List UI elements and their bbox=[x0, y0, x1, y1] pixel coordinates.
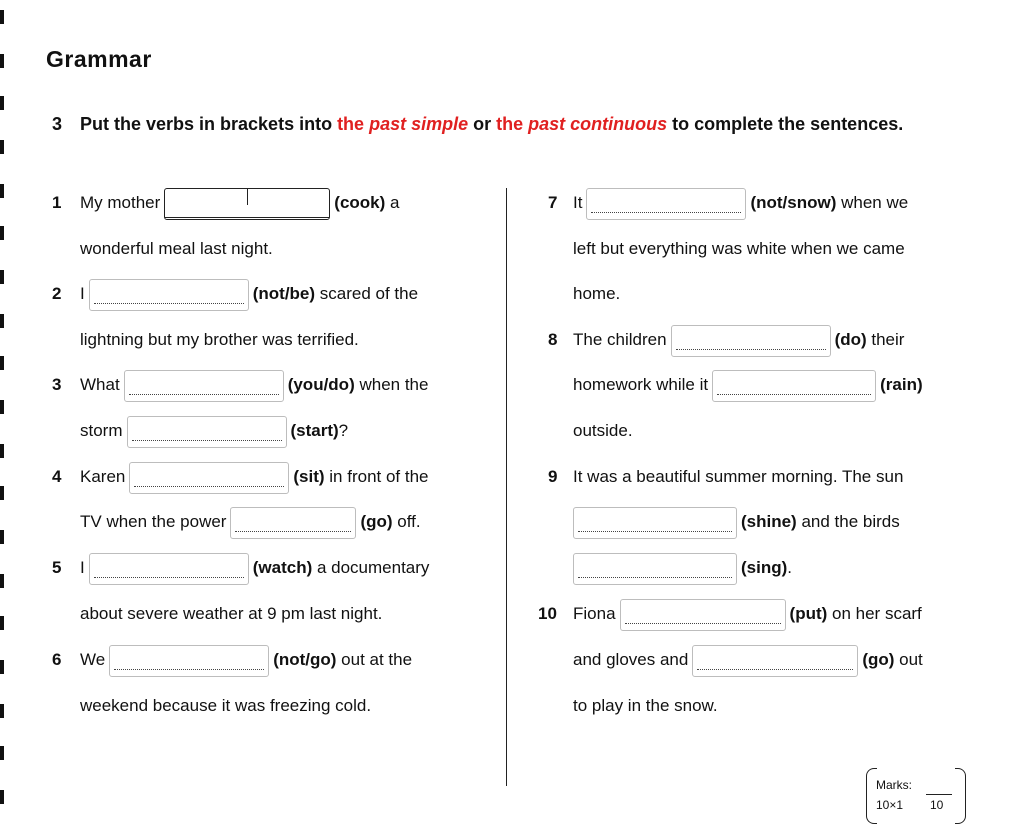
item-8-line-2 bbox=[573, 368, 923, 402]
verb-hint: (not/snow) bbox=[750, 193, 837, 212]
item-5 bbox=[52, 551, 429, 585]
item-text: to play in the snow. bbox=[573, 696, 718, 715]
item-text: when we bbox=[836, 193, 909, 212]
answer-box-3b[interactable] bbox=[127, 416, 287, 448]
item-6-line-2 bbox=[80, 689, 371, 723]
tense-past-continuous: past continuous bbox=[528, 114, 668, 134]
item-text: My mother bbox=[80, 193, 161, 212]
edge-mark bbox=[0, 140, 4, 154]
item-number: 2 bbox=[52, 284, 62, 303]
item-number: 3 bbox=[52, 375, 62, 394]
edge-mark bbox=[0, 96, 4, 110]
answer-box-4a[interactable] bbox=[129, 462, 289, 494]
item-8-line-3 bbox=[573, 414, 633, 448]
item-text: when the bbox=[354, 375, 429, 394]
answer-box-9a[interactable] bbox=[573, 507, 737, 539]
item-text: on her scarf bbox=[827, 604, 922, 623]
item-3 bbox=[52, 368, 428, 402]
item-text: homework while it bbox=[573, 375, 709, 394]
item-number: 8 bbox=[548, 330, 558, 349]
instruction-text: Put the verbs in brackets into bbox=[80, 114, 338, 134]
item-text: out bbox=[894, 650, 923, 669]
exercise-instruction bbox=[52, 110, 982, 138]
item-10-line-2 bbox=[573, 643, 923, 677]
item-text: and the birds bbox=[796, 512, 900, 531]
marks-bracket-right bbox=[955, 768, 966, 824]
item-text: I bbox=[80, 284, 85, 303]
item-1-line-2 bbox=[80, 232, 273, 266]
verb-hint: (sing) bbox=[741, 558, 788, 577]
exercise-number: 3 bbox=[52, 114, 63, 134]
binding-edge bbox=[0, 0, 8, 837]
column-divider bbox=[506, 188, 507, 786]
item-number: 9 bbox=[548, 467, 558, 486]
instruction-text: to complete the sentences. bbox=[667, 114, 904, 134]
item-text: a bbox=[385, 193, 400, 212]
item-5-line-2 bbox=[80, 597, 382, 631]
item-1 bbox=[52, 186, 399, 220]
item-7-line-3 bbox=[573, 277, 620, 311]
item-text: out at the bbox=[336, 650, 413, 669]
edge-mark bbox=[0, 746, 4, 760]
verb-hint: (sit) bbox=[293, 467, 325, 486]
verb-hint: (not/be) bbox=[252, 284, 316, 303]
edge-mark bbox=[0, 356, 4, 370]
edge-mark bbox=[0, 54, 4, 68]
item-text: weekend because it was freezing cold. bbox=[80, 696, 372, 715]
item-10 bbox=[538, 597, 922, 631]
item-text: It bbox=[573, 193, 583, 212]
item-number: 4 bbox=[52, 467, 62, 486]
verb-hint: (go) bbox=[862, 650, 895, 669]
item-6 bbox=[52, 643, 412, 677]
item-text: It was a beautiful summer morning. The sun bbox=[573, 467, 904, 486]
marks-bracket-left bbox=[866, 768, 877, 824]
item-text: a documentary bbox=[312, 558, 430, 577]
marks-denominator: 10×1 bbox=[876, 798, 904, 812]
item-9-line-2 bbox=[569, 505, 900, 539]
edge-mark bbox=[0, 790, 4, 804]
item-number: 1 bbox=[52, 193, 62, 212]
item-4-line-2 bbox=[80, 505, 421, 539]
section-title: Grammar bbox=[46, 46, 152, 72]
verb-hint: (rain) bbox=[880, 375, 923, 394]
item-text: I bbox=[80, 558, 85, 577]
edge-mark bbox=[0, 400, 4, 414]
item-text: We bbox=[80, 650, 106, 669]
edge-mark bbox=[0, 226, 4, 240]
answer-box-2[interactable] bbox=[89, 279, 249, 311]
item-text: off. bbox=[392, 512, 421, 531]
item-text: and gloves and bbox=[573, 650, 689, 669]
item-2-line-2 bbox=[80, 323, 359, 357]
verb-hint: (start) bbox=[290, 421, 339, 440]
verb-hint: (shine) bbox=[741, 512, 797, 531]
verb-hint: (go) bbox=[360, 512, 393, 531]
answer-box-10a[interactable] bbox=[620, 599, 786, 631]
edge-mark bbox=[0, 184, 4, 198]
item-2 bbox=[52, 277, 418, 311]
edge-mark bbox=[0, 574, 4, 588]
answer-box-8a[interactable] bbox=[671, 325, 831, 357]
item-text: in front of the bbox=[324, 467, 429, 486]
verb-hint: (watch) bbox=[252, 558, 313, 577]
answer-box-9b[interactable] bbox=[573, 553, 737, 585]
edge-mark bbox=[0, 530, 4, 544]
item-text: What bbox=[80, 375, 120, 394]
instruction-article: the bbox=[337, 114, 370, 134]
item-text: Karen bbox=[80, 467, 126, 486]
edge-mark bbox=[0, 616, 4, 630]
answer-box-6[interactable] bbox=[109, 645, 269, 677]
verb-hint: (you/do) bbox=[287, 375, 355, 394]
item-text: storm bbox=[80, 421, 123, 440]
item-8 bbox=[548, 323, 904, 357]
verb-hint: (not/go) bbox=[273, 650, 337, 669]
answer-box-4b[interactable] bbox=[230, 507, 356, 539]
item-4 bbox=[52, 460, 429, 494]
instruction-or: or bbox=[468, 114, 497, 134]
item-7-line-2 bbox=[573, 232, 905, 266]
item-text: The children bbox=[573, 330, 667, 349]
verb-hint: (put) bbox=[789, 604, 828, 623]
marks-label: Marks: bbox=[876, 778, 912, 792]
answer-box-5[interactable] bbox=[89, 553, 249, 585]
marks-total: 10 bbox=[930, 798, 944, 812]
verb-hint: (do) bbox=[834, 330, 867, 349]
marks-score-line[interactable] bbox=[926, 794, 952, 795]
item-number: 6 bbox=[52, 650, 62, 669]
item-text: Fiona bbox=[573, 604, 616, 623]
edge-mark bbox=[0, 660, 4, 674]
item-text: lightning but my brother was terrified. bbox=[80, 330, 359, 349]
item-number: 10 bbox=[538, 604, 557, 623]
item-text: about severe weather at 9 pm last night. bbox=[80, 604, 383, 623]
item-3-line-2 bbox=[80, 414, 348, 448]
item-text: . bbox=[787, 558, 793, 577]
item-text: home. bbox=[573, 284, 621, 303]
item-number: 7 bbox=[548, 193, 558, 212]
answer-box-10b[interactable] bbox=[692, 645, 858, 677]
item-text: their bbox=[866, 330, 905, 349]
verb-hint: (cook) bbox=[334, 193, 386, 212]
item-number: 5 bbox=[52, 558, 62, 577]
marks-box bbox=[866, 768, 966, 824]
edge-mark bbox=[0, 10, 4, 24]
item-text: outside. bbox=[573, 421, 633, 440]
answer-box-7[interactable] bbox=[586, 188, 746, 220]
answer-box-1[interactable] bbox=[164, 188, 330, 220]
item-7 bbox=[548, 186, 908, 220]
instruction-article: the bbox=[496, 114, 529, 134]
edge-mark bbox=[0, 486, 4, 500]
item-text: ? bbox=[338, 421, 349, 440]
edge-mark bbox=[0, 444, 4, 458]
item-text: wonderful meal last night. bbox=[80, 239, 273, 258]
item-text: TV when the power bbox=[80, 512, 227, 531]
item-9 bbox=[548, 460, 903, 494]
tense-past-simple: past simple bbox=[369, 114, 469, 134]
item-10-line-3 bbox=[573, 689, 718, 723]
answer-box-3a[interactable] bbox=[124, 370, 284, 402]
item-text: scared of the bbox=[315, 284, 419, 303]
edge-mark bbox=[0, 314, 4, 328]
item-text: left but everything was white when we came bbox=[573, 239, 905, 258]
edge-mark bbox=[0, 704, 4, 718]
edge-mark bbox=[0, 270, 4, 284]
item-9-line-3 bbox=[569, 551, 792, 585]
answer-box-8b[interactable] bbox=[712, 370, 876, 402]
